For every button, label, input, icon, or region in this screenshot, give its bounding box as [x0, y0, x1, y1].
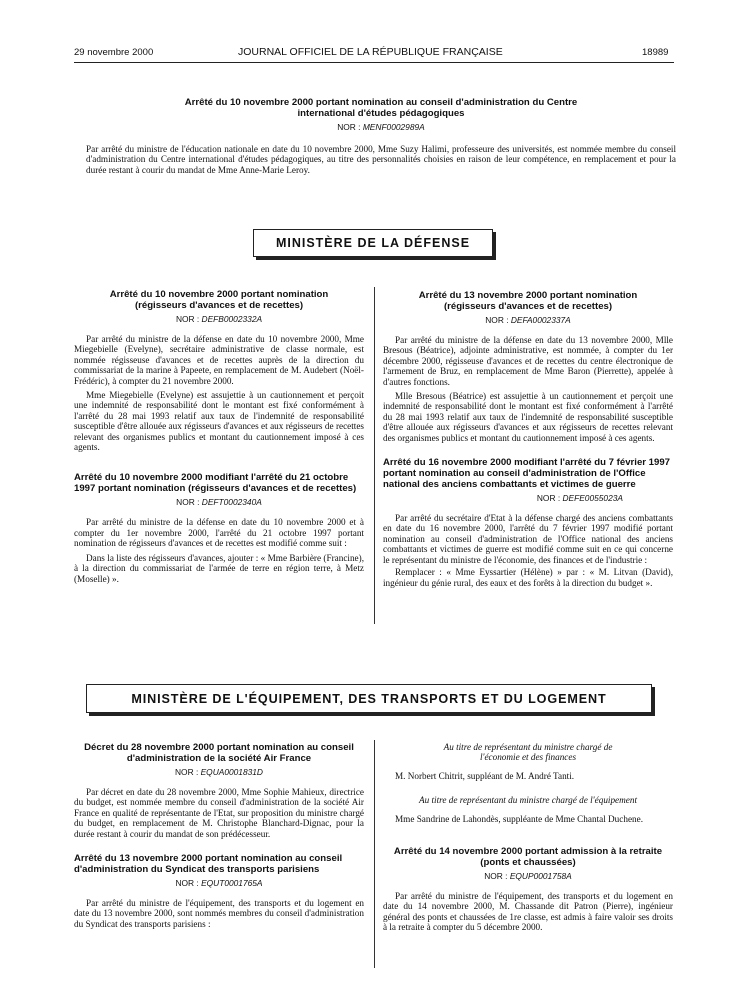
subheading: Au titre de représentant du ministre chargé de l'équipement: [419, 795, 637, 806]
section-heading-text: MINISTÈRE DE L'ÉQUIPEMENT, DES TRANSPORTS ET DU LOGEMENT: [131, 691, 607, 706]
paragraph: Par décret en date du 28 novembre 2000, Mme Sophie Mahieux, directrice du budget, est nommée membre du conseil d'administration de la société Air France en qualité de représentante de l'Etat, sur proposition du ministre chargé du budget, en remplacement de M. Christophe Blanchard-Dignac, pour la durée restant à courir du mandat de son prédécesseur.: [74, 787, 364, 839]
nor-line: NOR : EQUA0001831D: [175, 767, 263, 777]
equipement-right-column: [383, 742, 673, 933]
paragraph: Par arrêté du ministre de la défense en date du 13 novembre 2000, Mlle Bresous (Béatrice), adjointe administrative, est nommée, à compter du 1er décembre 2000, régisseuse d'avances et de recettes du centre électronique de l'armement de Bruz, en remplacement de Mme Baron (Pierrette), appelée à d'autres fonctions.: [383, 335, 673, 387]
paragraph: M. Norbert Chitrit, suppléant de M. André Tanti.: [395, 770, 575, 781]
paragraph: Par arrêté du ministre de l'équipement, des transports et du logement en date du 13 novembre 2000, sont nommés membres du conseil d'administration du Syndicat des transports parisiens :: [74, 898, 364, 929]
paragraph: Par arrêté du secrétaire d'Etat à la défense chargé des anciens combattants en date du 16 novembre 2000, l'arrêté du 7 février 1997 modifié portant nomination au conseil d'administration de l'Office national des anciens combattants et victimes de guerre est modifié comme suit en ce qui concerne le représentant du ministre de l'économie, des finances et de l'industrie :: [383, 513, 673, 565]
section-heading-defense: [253, 229, 493, 257]
article-title: Arrêté du 10 novembre 2000 modifiant l'arrêté du 21 octobre 1997 portant nomination (régisseurs d'avances et de recettes): [74, 472, 357, 495]
article-title: Arrêté du 10 novembre 2000 portant nomination (régisseurs d'avances et de recettes): [109, 289, 329, 311]
nor-code: EQUA0001831D: [200, 767, 263, 777]
paragraph: Mme Miegebielle (Evelyne) est assujettie à un cautionnement et perçoit une indemnité de responsabilité dont le montant est fixé conformément à l'arrêté du 28 mai 1993 relatif aux taux de l'indemnité de responsabilité susceptible d'être allouée aux régisseurs d'avances et aux régisseurs de recettes relevant des organismes publics et montant du cautionnement imposé à ces agents.: [74, 390, 364, 453]
nor-line: [86, 122, 676, 132]
article: [383, 457, 673, 588]
nor-code: DEFT0002340A: [201, 497, 262, 508]
article: [74, 289, 364, 452]
paragraph: Par arrêté du ministre de l'équipement, des transports et du logement en date du 14 novembre 2000, M. Chassande dit Patron (Pierre), ingénieur général des ponts et chaussées de 1re classe, est admis à faire valoir ses droits à la retraite à compter du 5 décembre 2000.: [383, 891, 673, 933]
article: [383, 846, 673, 933]
section-heading-text: MINISTÈRE DE LA DÉFENSE: [275, 236, 471, 250]
section-heading-equipement: [86, 684, 652, 713]
column-divider: [374, 287, 375, 624]
paragraph: Par arrêté du ministre de la défense en date du 10 novembre 2000, Mme Miegebielle (Evelyne), secrétaire administrative de classe normale, est nommée régisseuse d'avances et de recettes auprès de la direction du commissariat de la marine à Papeete, en remplacement de M. Audebert (Noël-Frédéric), à compter du 21 novembre 2000.: [74, 334, 364, 386]
article: [74, 742, 364, 839]
nor-line: NOR : EQUT0001765A: [175, 878, 263, 889]
paragraph: Par arrêté du ministre de la défense en date du 10 novembre 2000 et à compter du 1er novembre 2000, l'arrêté du 21 octobre 1997 portant nomination de régisseurs d'avances et de recettes est modifié comme suit :: [74, 517, 364, 549]
paragraph: Dans la liste des régisseurs d'avances, ajouter : « Mme Barbière (Francine), à la direction du commissariat de l'armée de terre en région terre, à Metz (Moselle) ».: [74, 552, 364, 584]
paragraph: Remplacer : « Mme Eyssartier (Hélène) » par : « M. Litvan (David), ingénieur du génie rural, des eaux et des forêts à la direction du budget ».: [383, 567, 673, 588]
nor-line: NOR : DEFA0002337A: [485, 315, 571, 325]
nor-code: DEFA0002337A: [510, 315, 571, 325]
nor-label: NOR :: [337, 122, 361, 132]
nor-line: NOR : EQUP0001758A: [484, 871, 572, 882]
article-title: Arrêté du 13 novembre 2000 portant nomination au conseil d'administration du Syndicat des transports parisiens: [74, 853, 343, 876]
paragraph: Mlle Bresous (Béatrice) est assujettie à un cautionnement et perçoit une indemnité de responsabilité dont le montant est fixé conformément à l'arrêté du 28 mai 1993 relatif aux taux de l'indemnité de responsabilité susceptible d'être allouée aux régisseurs d'avances et aux régisseurs de recettes relevant des organismes publics et montant du cautionnement imposé à ces agents.: [383, 391, 673, 443]
defense-right-column: [383, 290, 673, 588]
article-title: Arrêté du 13 novembre 2000 portant nomination (régisseurs d'avances et de recettes): [418, 290, 638, 312]
nor-line: NOR : DEFE0055023A: [536, 493, 623, 504]
paragraph: Mme Sandrine de Lahondès, suppléante de Mme Chantal Duchene.: [395, 813, 643, 824]
nor-code: DEFB0002332A: [201, 314, 263, 324]
article-title: Arrêté du 14 novembre 2000 portant admission à la retraite (ponts et chaussées): [393, 846, 663, 869]
column-divider: [374, 740, 375, 968]
article: [74, 853, 364, 929]
article-title: Décret du 28 novembre 2000 portant nomination au conseil d'administration de la société Air France: [84, 742, 354, 764]
subheading: Au titre de représentant du ministre chargé de l'économie et des finances: [443, 742, 613, 763]
nor-code: MENF0002989A: [362, 122, 425, 132]
nor-code: EQUT0001765A: [201, 878, 263, 889]
header-date: 29 novembre 2000: [74, 47, 154, 58]
article-title: Arrêté du 16 novembre 2000 modifiant l'arrêté du 7 février 1997 portant nomination au conseil d'administration de l'Office national des anciens combattants et victimes de guerre: [383, 457, 671, 491]
article: [383, 290, 673, 443]
nor-code: EQUP0001758A: [509, 871, 572, 882]
equipement-left-column: [74, 742, 364, 929]
nor-code: DEFE0055023A: [562, 493, 623, 504]
header-title: JOURNAL OFFICIEL DE LA RÉPUBLIQUE FRANÇAISE: [238, 46, 503, 58]
article: [74, 472, 364, 583]
nor-line: NOR : DEFT0002340A: [176, 497, 262, 508]
article-body: Par arrêté du ministre de l'éducation nationale en date du 10 novembre 2000, Mme Suzy Halimi, professeure des universités, est nommée membre du conseil d'administration du Centre international d'études pédagogiques, au titre des personnalités choisies en raison de leur compétence, en remplacement et pour la durée restant à courir du mandat de Mme Anne-Marie Leroy.: [86, 144, 676, 175]
defense-left-column: [74, 289, 364, 584]
article-title: Arrêté du 10 novembre 2000 portant nomination au conseil d'administration du Centre international d'études pédagogiques: [184, 97, 578, 119]
header-rule: [74, 62, 674, 63]
top-article: [86, 97, 676, 175]
header-page: 18989: [642, 47, 669, 58]
nor-line: NOR : DEFB0002332A: [175, 314, 263, 324]
